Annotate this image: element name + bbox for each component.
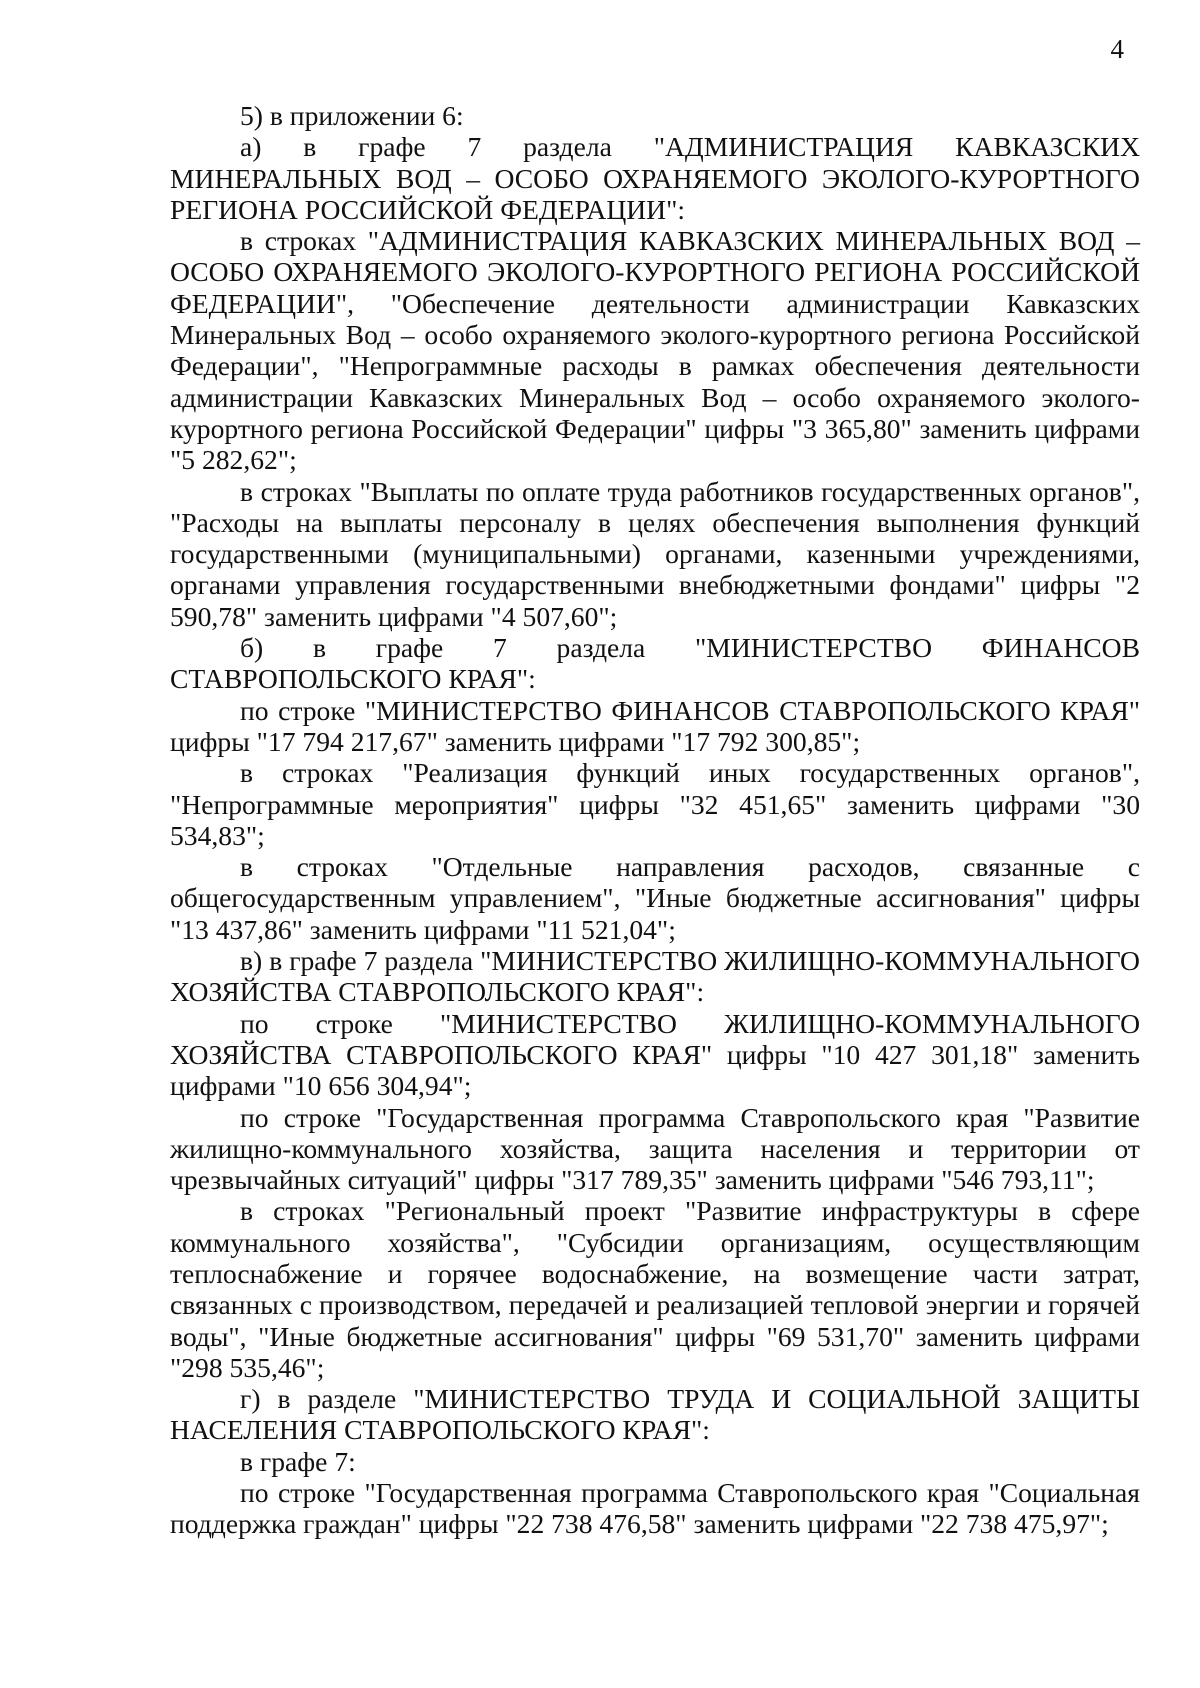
paragraph: в строках "АДМИНИСТРАЦИЯ КАВКАЗСКИХ МИНЕРАЛЬНЫХ ВОД – ОСОБО ОХРАНЯЕМОГО ЭКОЛОГО-КУРОРТНОГО РЕГИОНА РОССИЙСКОЙ ФЕДЕРАЦИИ", "Обеспечение деятельности администрации Кавказских Минеральных Вод – особо охраняемого эколого-курортного региона Российской Федерации", "Непрограммные расходы в рамках обеспечения деятельности администрации Кавказских Минеральных Вод – особо охраняемого эколого-курортного региона Российской Федерации" цифры "3 365,80" заменить цифрами "5 282,62"; xyxy=(170,225,1140,476)
paragraph-subitem-a: а) в графе 7 раздела "АДМИНИСТРАЦИЯ КАВКАЗСКИХ МИНЕРАЛЬНЫХ ВОД – ОСОБО ОХРАНЯЕМОГО ЭКОЛОГО-КУРОРТНОГО РЕГИОНА РОССИЙСКОЙ ФЕДЕРАЦИИ": xyxy=(170,131,1140,225)
paragraph-subitem-v: в) в графе 7 раздела "МИНИСТЕРСТВО ЖИЛИЩНО-КОММУНАЛЬНОГО ХОЗЯЙСТВА СТАВРОПОЛЬСКОГО КРАЯ": xyxy=(170,945,1140,1008)
page-number: 4 xyxy=(1110,34,1124,64)
paragraph: в строках "Реализация функций иных государственных органов", "Непрограммные мероприятия" цифры "32 451,65" заменить цифрами "30 534,83"; xyxy=(170,757,1140,851)
paragraph: в строках "Региональный проект "Развитие инфраструктуры в сфере коммунального хозяйства", "Субсидии организациям, осуществляющим теплоснабжение и горячее водоснабжение, на возмещение части затрат, связанных с производством, передачей и реализацией тепловой энергии и горячей воды", "Иные бюджетные ассигнования" цифры "69 531,70" заменить цифрами "298 535,46"; xyxy=(170,1195,1140,1383)
paragraph: в строках "Выплаты по оплате труда работников государственных органов", "Расходы на выплаты персоналу в целях обеспечения выполнения функций государственными (муниципальными) органами, казенными учреждениями, органами управления государственными внебюджетными фондами" цифры "2 590,78" заменить цифрами "4 507,60"; xyxy=(170,475,1140,632)
paragraph: в строках "Отдельные направления расходов, связанные с общегосударственным управлением", "Иные бюджетные ассигнования" цифры "13 437,86" заменить цифрами "11 521,04"; xyxy=(170,851,1140,945)
paragraph-item-5: 5) в приложении 6: xyxy=(240,100,464,131)
paragraph: по строке "Государственная программа Ставропольского края "Социальная поддержка граждан" цифры "22 738 476,58" заменить цифрами "22 738 475,97"; xyxy=(170,1477,1140,1540)
paragraph-subitem-g: г) в разделе "МИНИСТЕРСТВО ТРУДА И СОЦИАЛЬНОЙ ЗАЩИТЫ НАСЕЛЕНИЯ СТАВРОПОЛЬСКОГО КРАЯ": xyxy=(170,1383,1140,1446)
paragraph: в графе 7: xyxy=(240,1445,356,1477)
paragraph: по строке "МИНИСТЕРСТВО ФИНАНСОВ СТАВРОПОЛЬСКОГО КРАЯ" цифры "17 794 217,67" заменить цифрами "17 792 300,85"; xyxy=(170,694,1140,757)
paragraph-subitem-b: б) в графе 7 раздела "МИНИСТЕРСТВО ФИНАНСОВ СТАВРОПОЛЬСКОГО КРАЯ": xyxy=(170,632,1140,695)
paragraph: по строке "Государственная программа Ставропольского края "Развитие жилищно-коммунального хозяйства, защита населения и территории от чрезвычайных ситуаций" цифры "317 789,35" заменить цифрами "546 793,11"; xyxy=(170,1101,1140,1196)
document-body xyxy=(170,100,1140,1540)
paragraph: по строке "МИНИСТЕРСТВО ЖИЛИЩНО-КОММУНАЛЬНОГО ХОЗЯЙСТВА СТАВРОПОЛЬСКОГО КРАЯ" цифры "10 427 301,18" заменить цифрами "10 656 304,94"; xyxy=(170,1007,1140,1102)
